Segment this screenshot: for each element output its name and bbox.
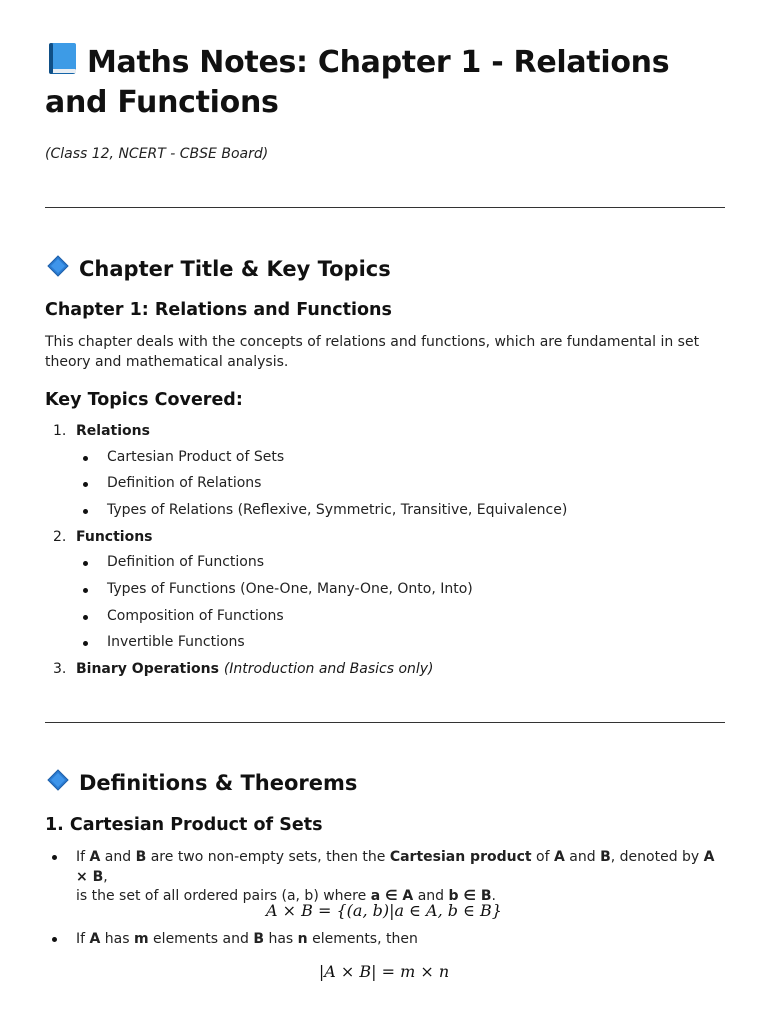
section-heading-key-topics: Chapter Title & Key Topics: [45, 255, 391, 282]
book-icon: [45, 40, 81, 85]
chapter-heading: Chapter 1: Relations and Functions: [45, 300, 392, 320]
topic-relations: Relations: [76, 423, 150, 439]
divider: [45, 722, 725, 723]
list-item: Types of Functions (One-One, Many-One, Onto, Into): [107, 581, 473, 597]
diamond-icon: [47, 255, 69, 282]
list-item: Cartesian Product of Sets: [107, 449, 285, 465]
section-heading-definitions: Definitions & Theorems: [45, 769, 357, 796]
subtitle: (Class 12, NCERT - CBSE Board): [45, 146, 269, 162]
topic-binary-operations: Binary Operations (Introduction and Basics only): [76, 661, 434, 677]
diamond-icon: [47, 769, 69, 796]
cardinality-statement: If A has m elements and B has n elements, then: [76, 931, 418, 947]
bullet: [52, 855, 57, 860]
list-number: 3.: [53, 661, 67, 677]
bullet: [52, 937, 57, 942]
list-item: Definition of Functions: [107, 554, 265, 570]
divider: [45, 207, 725, 208]
list-item: Invertible Functions: [107, 634, 245, 650]
bullet: [83, 509, 88, 514]
bullet: [83, 588, 88, 593]
page-title-text: Maths Notes: Chapter 1 - Relations and Functions: [45, 45, 670, 120]
bullet: [83, 482, 88, 487]
formula-cardinality: |A × B| = m × n: [318, 962, 450, 981]
list-item: Definition of Relations: [107, 475, 262, 491]
list-number: 1.: [53, 423, 67, 439]
intro-paragraph: This chapter deals with the concepts of relations and functions, which are fundamental in set theory and mathematical analysis.: [45, 334, 700, 370]
topic-functions: Functions: [76, 529, 153, 545]
bullet: [83, 561, 88, 566]
list-number: 2.: [53, 529, 67, 545]
bullet: [83, 641, 88, 646]
topic-note: (Introduction and Basics only): [223, 661, 434, 677]
bullet: [83, 615, 88, 620]
page-title: [45, 40, 728, 121]
list-item: Types of Relations (Reflexive, Symmetric, Transitive, Equivalence): [107, 502, 568, 518]
cartesian-definition: If A and B are two non-empty sets, then the Cartesian product of A and B, denoted by A × B, is the set of all ordered pairs (a, b) where a ∈ A and b ∈ B.: [76, 849, 715, 904]
bullet: [83, 456, 88, 461]
cartesian-product-heading: 1. Cartesian Product of Sets: [45, 815, 323, 835]
list-item: Composition of Functions: [107, 608, 284, 624]
formula-cartesian-product: A × B = {(a, b)|a ∈ A, b ∈ B}: [266, 901, 502, 920]
key-topics-heading: Key Topics Covered:: [45, 390, 243, 410]
